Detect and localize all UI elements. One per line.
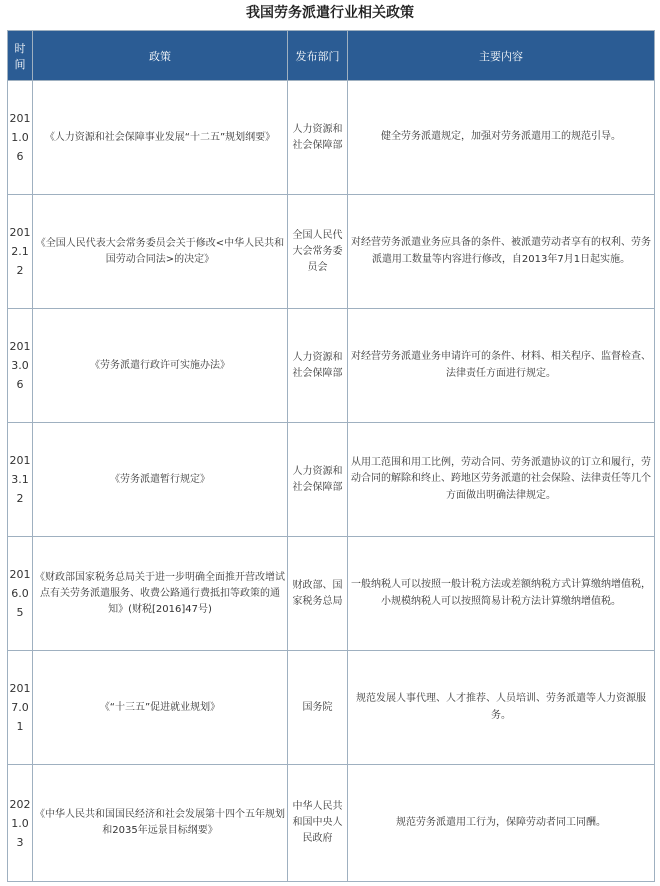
row-dept: 中华人民共和国中央人民政府 — [288, 765, 348, 882]
row-policy: 《中华人民共和国国民经济和社会发展第十四个五年规划和2035年远景目标纲要》 — [33, 765, 288, 882]
row-content: 健全劳务派遣规定，加强对劳务派遣用工的规范引导。 — [348, 81, 655, 195]
row-policy: 《劳务派遣行政许可实施办法》 — [33, 309, 288, 423]
table-row — [8, 423, 655, 537]
row-content: 对经营劳务派遣业务应具备的条件、被派遣劳动者享有的权利、劳务派遣用工数量等内容进行修改，自2013年7月1日起实施。 — [348, 195, 655, 309]
header-dept: 发布部门 — [288, 31, 348, 81]
row-content: 规范发展人事代理、人才推荐、人员培训、劳务派遣等人力资源服务。 — [348, 651, 655, 765]
row-content: 一般纳税人可以按照一般计税方法或差额纳税方式计算缴纳增值税，小规模纳税人可以按照简易计税方法计算缴纳增值税。 — [348, 537, 655, 651]
row-dept: 人力资源和社会保障部 — [288, 81, 348, 195]
row-content: 规范劳务派遣用工行为，保障劳动者同工同酬。 — [348, 765, 655, 882]
row-time: 2012.12 — [8, 195, 33, 309]
row-dept: 全国人民代大会常务委员会 — [288, 195, 348, 309]
table-row — [8, 651, 655, 765]
table-row — [8, 309, 655, 423]
row-time: 2013.12 — [8, 423, 33, 537]
row-time: 2021.03 — [8, 765, 33, 882]
header-policy: 政策 — [33, 31, 288, 81]
table-row — [8, 765, 655, 882]
header-time: 时间 — [8, 31, 33, 81]
row-time: 2017.01 — [8, 651, 33, 765]
row-policy: 《“十三五”促进就业规划》 — [33, 651, 288, 765]
row-time: 2011.06 — [8, 81, 33, 195]
row-dept: 国务院 — [288, 651, 348, 765]
row-dept: 人力资源和社会保障部 — [288, 423, 348, 537]
row-policy: 《全国人民代表大会常务委员会关于修改<中华人民共和国劳动合同法>的决定》 — [33, 195, 288, 309]
table-row — [8, 537, 655, 651]
page-title: 我国劳务派遣行业相关政策 — [246, 5, 414, 21]
row-policy: 《人力资源和社会保障事业发展“十二五”规划纲要》 — [33, 81, 288, 195]
header-content: 主要内容 — [348, 31, 655, 81]
table-header-row — [8, 31, 655, 81]
row-policy: 《财政部国家税务总局关于进一步明确全面推开营改增试点有关劳务派遣服务、收费公路通行费抵扣等政策的通知》(财税[2016]47号) — [33, 537, 288, 651]
table-row — [8, 81, 655, 195]
table-row — [8, 195, 655, 309]
row-content: 对经营劳务派遣业务申请许可的条件、材料、相关程序、监督检查、法律责任方面进行规定。 — [348, 309, 655, 423]
row-content: 从用工范围和用工比例，劳动合同、劳务派遣协议的订立和履行，劳动合同的解除和终止、跨地区劳务派遣的社会保险、法律责任等几个方面做出明确法律规定。 — [348, 423, 655, 537]
row-dept: 人力资源和社会保障部 — [288, 309, 348, 423]
row-policy: 《劳务派遣暂行规定》 — [33, 423, 288, 537]
policy-table — [7, 30, 655, 882]
row-time: 2013.06 — [8, 309, 33, 423]
row-time: 2016.05 — [8, 537, 33, 651]
row-dept: 财政部、国家税务总局 — [288, 537, 348, 651]
